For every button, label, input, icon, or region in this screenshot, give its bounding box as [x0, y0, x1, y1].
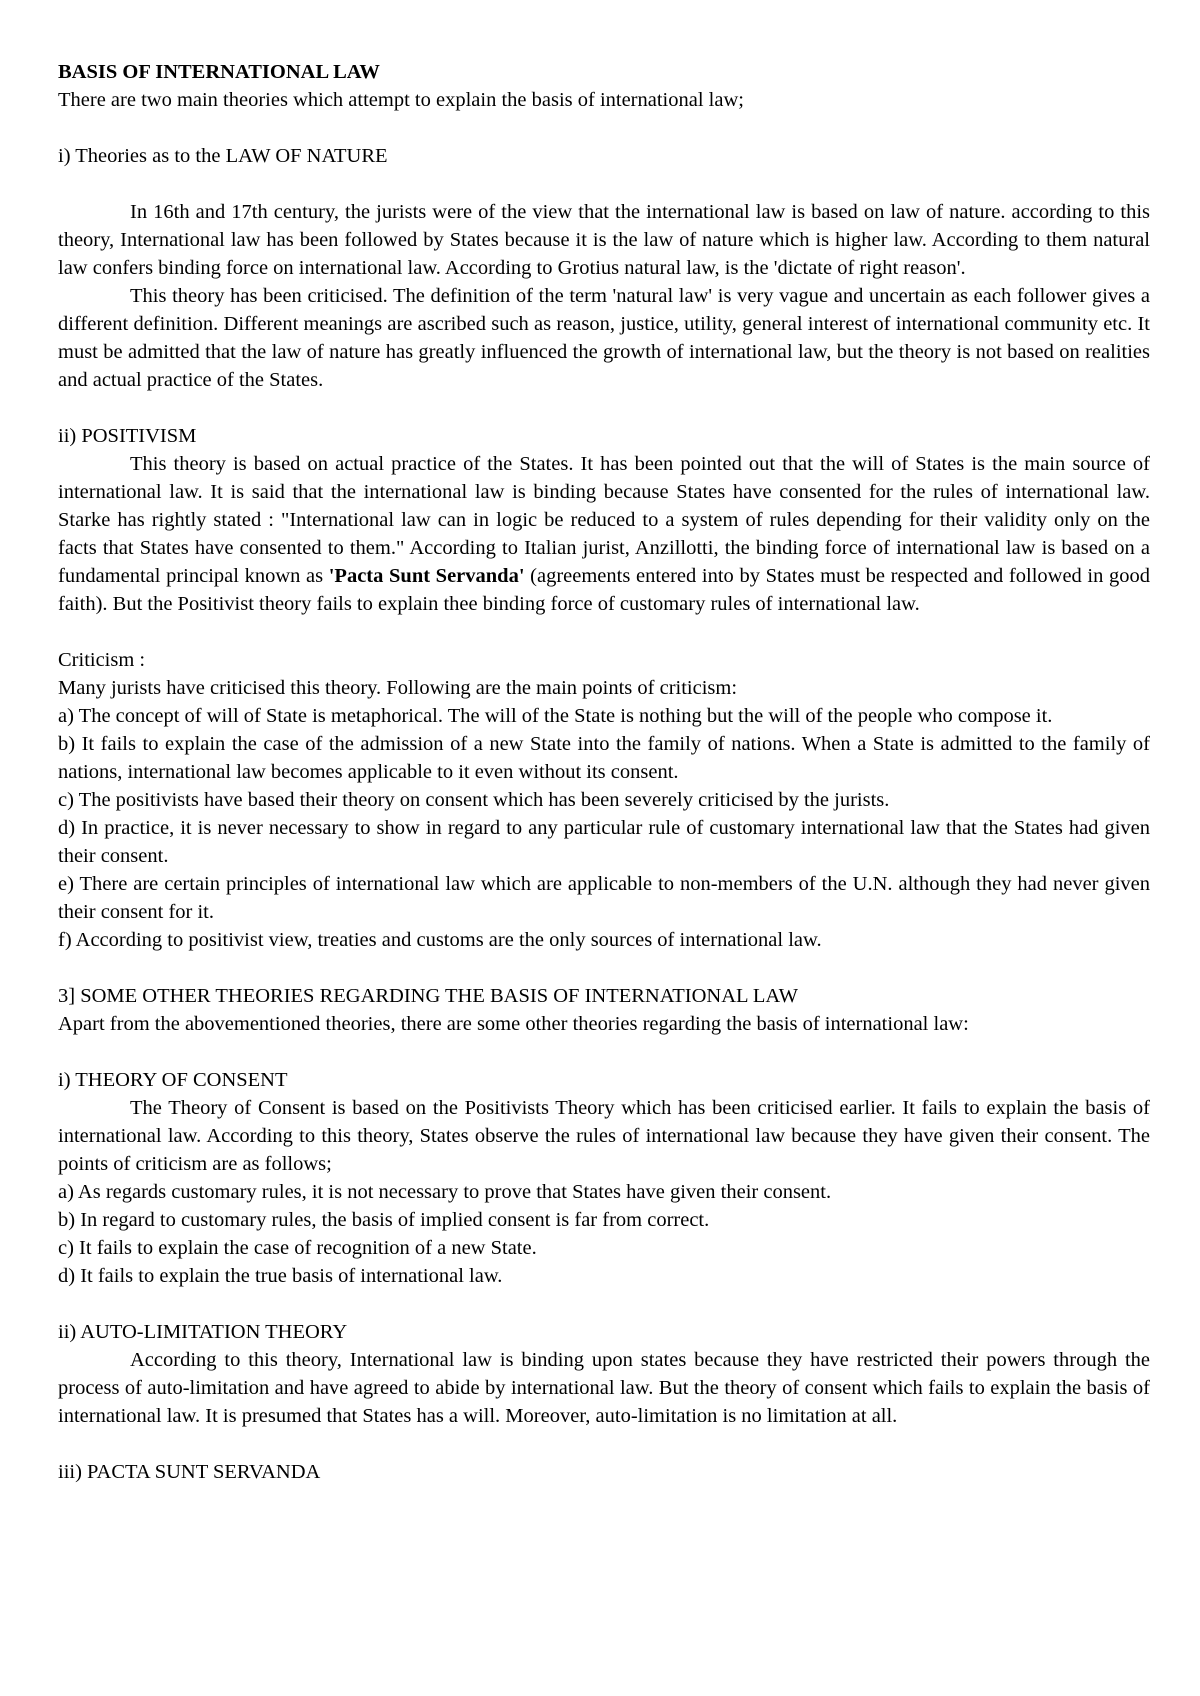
auto-limitation-paragraph: According to this theory, International law is binding upon states because they have restricted their powers through the process of auto-limitation and have agreed to abide by international law. But the theory of consent which fails to explain the basis of international law. It is presumed that States has a will. Moreover, auto-limitation is no limitation at all.: [58, 1349, 1150, 1427]
subheading-theory-of-consent: i) THEORY OF CONSENT: [58, 1069, 288, 1091]
criticism-point: b) It fails to explain the case of the admission of a new State into the family of nations. When a State is admitted to the family of nations, international law becomes applicable to it even without its consent.: [58, 733, 1150, 783]
positivism-paragraph: [58, 450, 1150, 618]
law-of-nature-paragraph-1: In 16th and 17th century, the jurists were of the view that the international law is based on law of nature. according to this theory, International law has been followed by States because it is the law of nature which is higher law. According to them natural law confers binding force on international law. According to Grotius natural law, is the 'dictate of right reason'.: [58, 201, 1150, 279]
criticism-point: a) The concept of will of State is metaphorical. The will of the State is nothing but the will of the people who compose it.: [58, 705, 1053, 727]
section-heading-law-of-nature: i) Theories as to the LAW OF NATURE: [58, 145, 388, 167]
document-title: BASIS OF INTERNATIONAL LAW: [58, 61, 380, 83]
spacer: [58, 618, 1150, 646]
criticism-intro: Many jurists have criticised this theory. Following are the main points of criticism:: [58, 677, 738, 699]
pacta-sunt-servanda-term: 'Pacta Sunt Servanda': [328, 565, 525, 587]
spacer: [58, 954, 1150, 982]
criticism-point: f) According to positivist view, treaties and customs are the only sources of international law.: [58, 929, 822, 951]
consent-point: a) As regards customary rules, it is not necessary to prove that States have given their consent.: [58, 1181, 832, 1203]
consent-point: c) It fails to explain the case of recognition of a new State.: [58, 1237, 537, 1259]
spacer: [58, 1430, 1150, 1458]
subheading-pacta-sunt-servanda: iii) PACTA SUNT SERVANDA: [58, 1461, 321, 1483]
consent-point: d) It fails to explain the true basis of international law.: [58, 1265, 503, 1287]
spacer: [58, 114, 1150, 142]
theory-of-consent-paragraph: The Theory of Consent is based on the Positivists Theory which has been criticised earlier. It fails to explain the basis of international law. According to this theory, States observe the rules of international law because they have given their consent. The points of criticism are as follows;: [58, 1097, 1150, 1175]
criticism-point: e) There are certain principles of international law which are applicable to non-members of the U.N. although they had never given their consent for it.: [58, 873, 1150, 923]
intro-text: There are two main theories which attempt to explain the basis of international law;: [58, 89, 744, 111]
other-theories-intro: Apart from the abovementioned theories, there are some other theories regarding the basis of international law:: [58, 1013, 969, 1035]
spacer: [58, 394, 1150, 422]
law-of-nature-paragraph-2: This theory has been criticised. The definition of the term 'natural law' is very vague and uncertain as each follower gives a different definition. Different meanings are ascribed such as reason, justice, utility, general interest of international community etc. It must be admitted that the law of nature has greatly influenced the growth of international law, but the theory is not based on realities and actual practice of the States.: [58, 285, 1150, 391]
positivism-text-a: This theory is based on actual practice of the States. It has been pointed out that the will of States is the main source of international law. It is said that the international law is binding because States have consented for the rules of international law. Starke has rightly stated : "International law can in logic be reduced to a system of rules depending for their validity only on the facts that States have consented to them." According to Italian jurist, Anzillotti, the binding force of international law is based on a fundamental principal known as: [58, 453, 1150, 587]
spacer: [58, 170, 1150, 198]
criticism-point: d) In practice, it is never necessary to show in regard to any particular rule of customary international law that the States had given their consent.: [58, 817, 1150, 867]
criticism-heading: Criticism :: [58, 649, 146, 671]
consent-point: b) In regard to customary rules, the basis of implied consent is far from correct.: [58, 1209, 710, 1231]
section-heading-other-theories: 3] SOME OTHER THEORIES REGARDING THE BASIS OF INTERNATIONAL LAW: [58, 985, 798, 1007]
subheading-auto-limitation: ii) AUTO-LIMITATION THEORY: [58, 1321, 348, 1343]
criticism-point: c) The positivists have based their theory on consent which has been severely criticised by the jurists.: [58, 789, 890, 811]
section-heading-positivism: ii) POSITIVISM: [58, 425, 197, 447]
spacer: [58, 1038, 1150, 1066]
positivism-text-b: (agreements entered into by States must be respected and followed in good faith). But the Positivist theory fails to explain thee binding force of customary rules of international law.: [58, 565, 1150, 615]
spacer: [58, 1290, 1150, 1318]
